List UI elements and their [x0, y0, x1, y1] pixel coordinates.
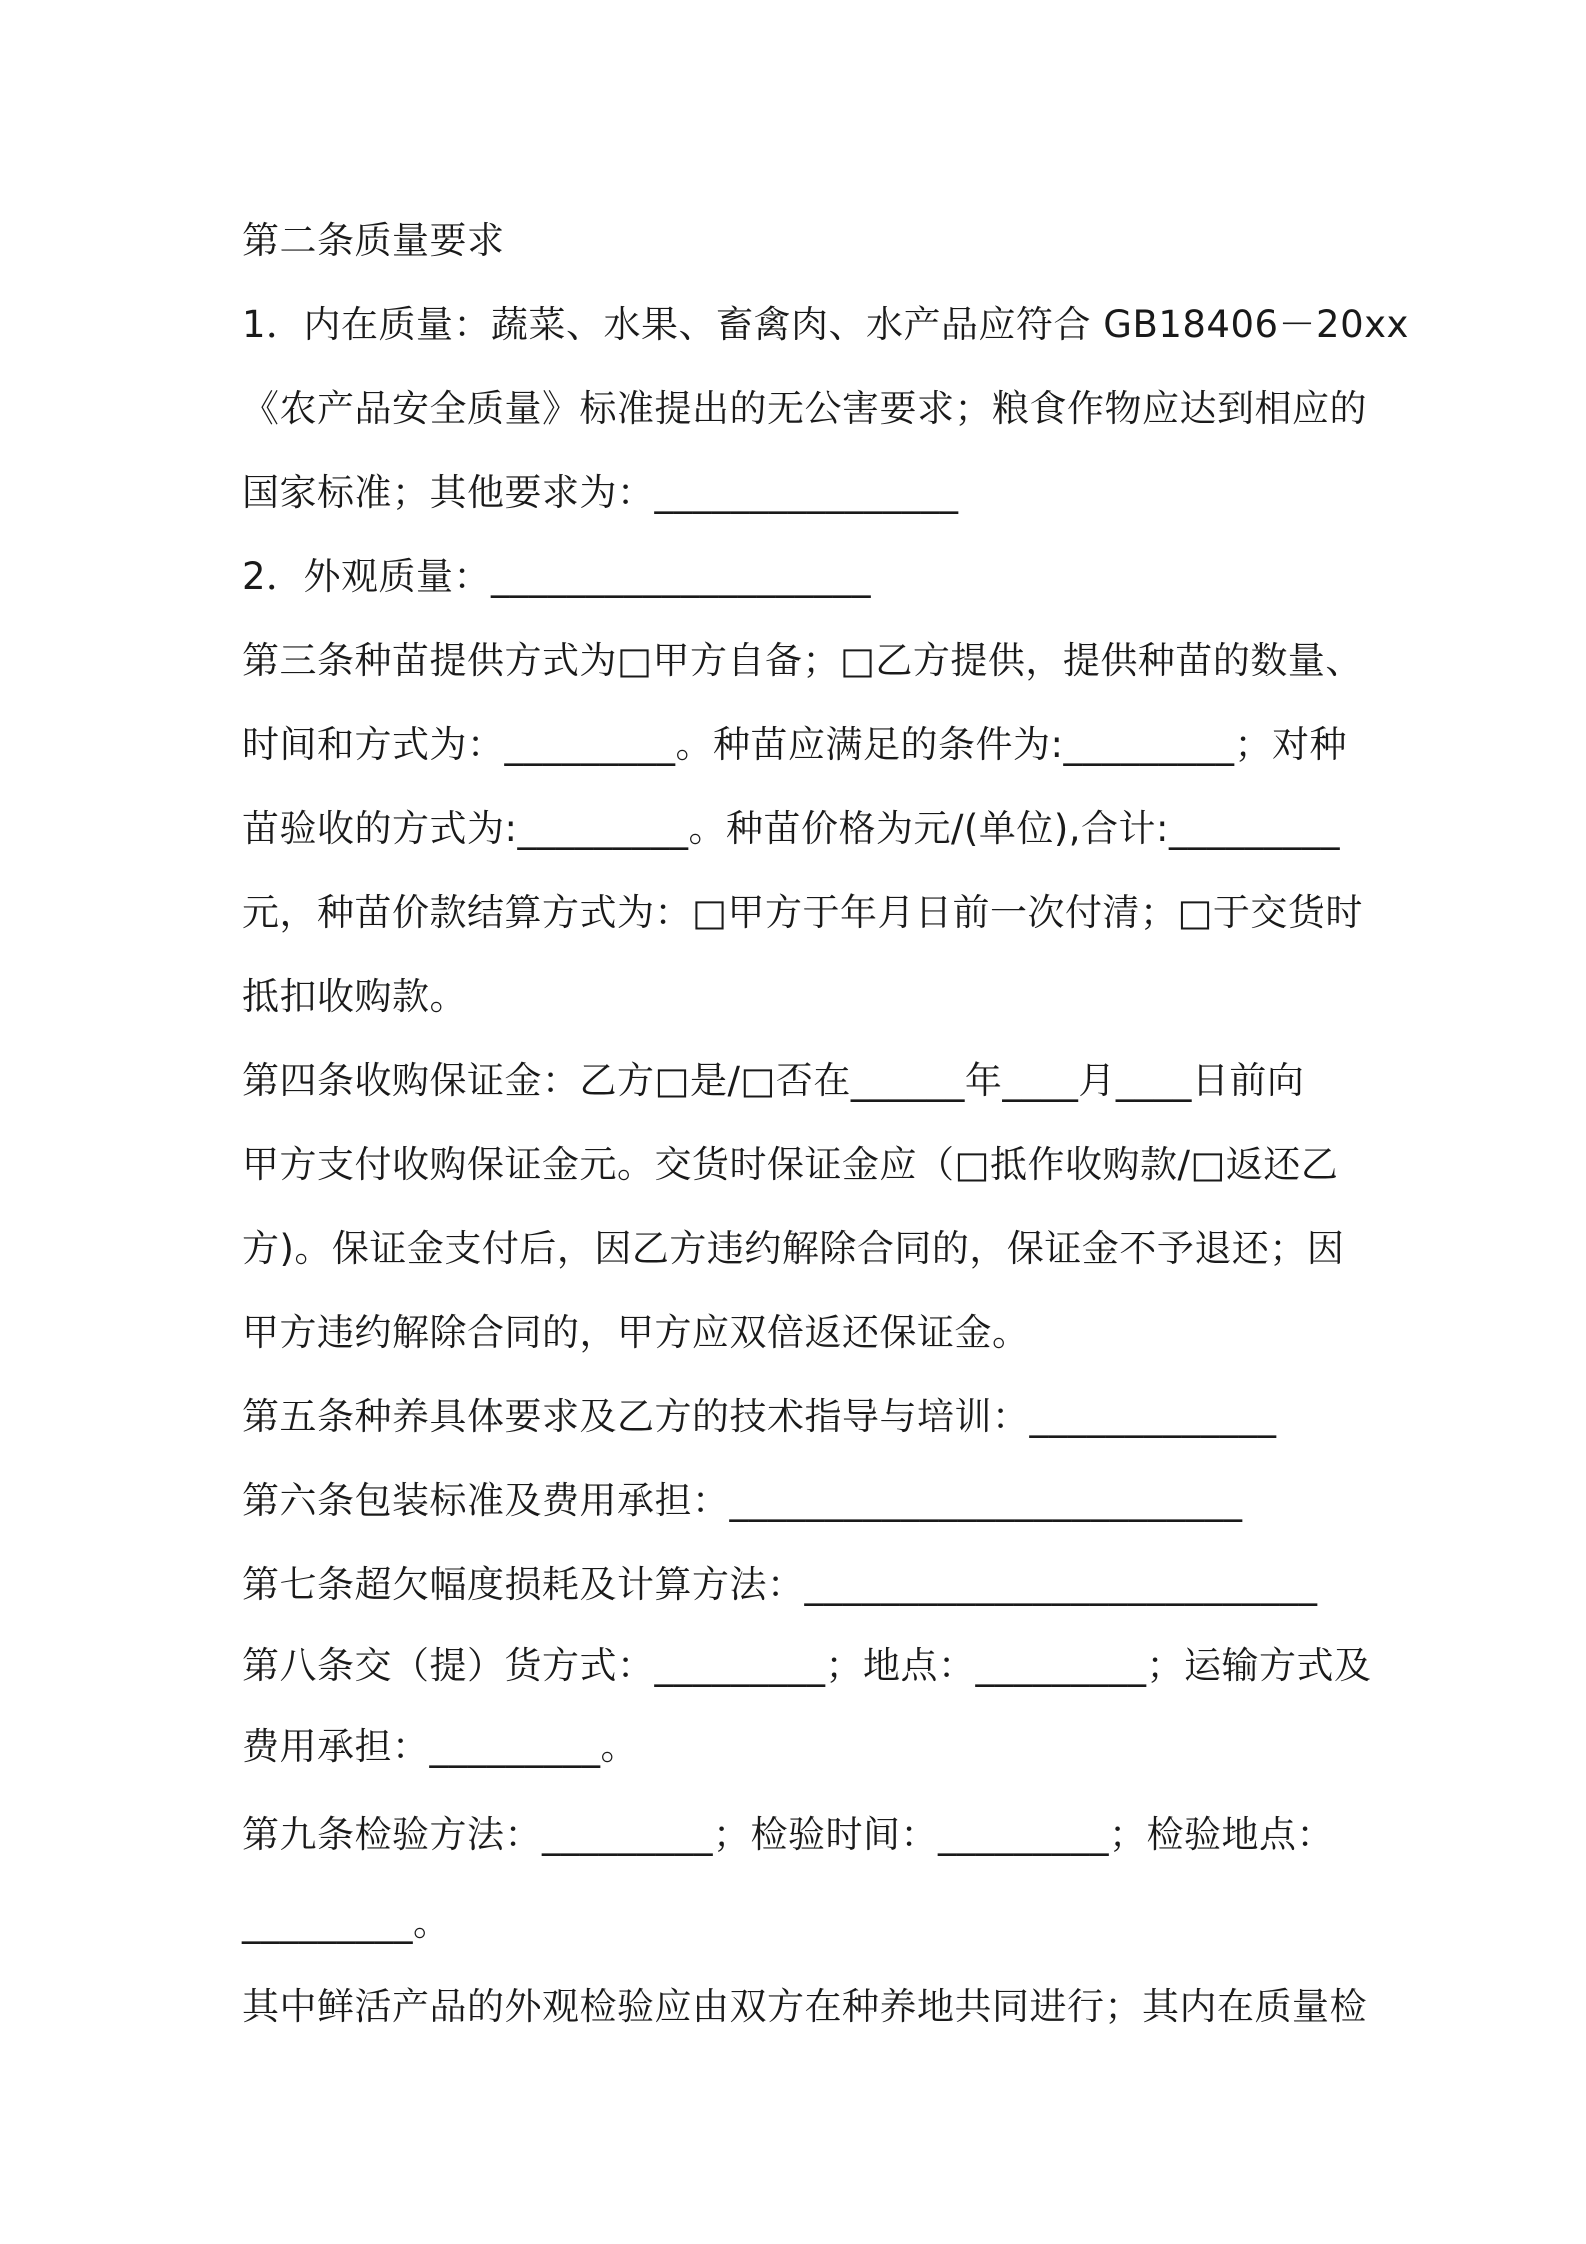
heading-article-2: 第二条质量要求 — [242, 219, 505, 262]
paragraph-line: _________。 — [242, 1901, 451, 1944]
paragraph-line: 1．内在质量：蔬菜、水果、畜禽肉、水产品应符合 GB18406－20xx — [242, 303, 1409, 346]
paragraph-line: 甲方违约解除合同的，甲方应双倍返还保证金。 — [242, 1311, 1030, 1354]
paragraph-line: 第八条交（提）货方式：_________；地点：_________；运输方式及 — [242, 1644, 1372, 1687]
paragraph-line: 第六条包装标准及费用承担：___________________________ — [242, 1479, 1243, 1522]
paragraph-line: 第七条超欠幅度损耗及计算方法：___________________________ — [242, 1563, 1318, 1606]
paragraph-line: 国家标准；其他要求为：________________ — [242, 471, 959, 514]
paragraph-line: 《农产品安全质量》标准提出的无公害要求；粮食作物应达到相应的 — [242, 387, 1367, 430]
paragraph-line: 苗验收的方式为:_________。种苗价格为元/(单位),合计:_________ — [242, 807, 1341, 850]
paragraph-line: 其中鲜活产品的外观检验应由双方在种养地共同进行；其内在质量检 — [242, 1985, 1367, 2028]
paragraph-line: 第五条种养具体要求及乙方的技术指导与培训：_____________ — [242, 1395, 1277, 1438]
paragraph-line: 第九条检验方法：_________；检验时间：_________；检验地点： — [242, 1813, 1334, 1856]
paragraph-line: 方)。保证金支付后，因乙方违约解除合同的，保证金不予退还；因 — [242, 1227, 1345, 1270]
paragraph-line: 2．外观质量：____________________ — [242, 555, 872, 598]
paragraph-line: 第三条种苗提供方式为□甲方自备；□乙方提供，提供种苗的数量、 — [242, 639, 1363, 682]
document-body — [242, 199, 1409, 2049]
paragraph-line: 抵扣收购款。 — [242, 975, 467, 1018]
paragraph-line: 元，种苗价款结算方式为：□甲方于年月日前一次付清；□于交货时 — [242, 891, 1363, 934]
paragraph-line: 第四条收购保证金：乙方□是/□否在______年____月____日前向 — [242, 1059, 1305, 1102]
paragraph-line: 甲方支付收购保证金元。交货时保证金应（□抵作收购款/□返还乙 — [242, 1143, 1339, 1186]
paragraph-line: 费用承担：_________。 — [242, 1725, 638, 1768]
paragraph-line: 时间和方式为：_________。种苗应满足的条件为:_________；对种 — [242, 723, 1347, 766]
